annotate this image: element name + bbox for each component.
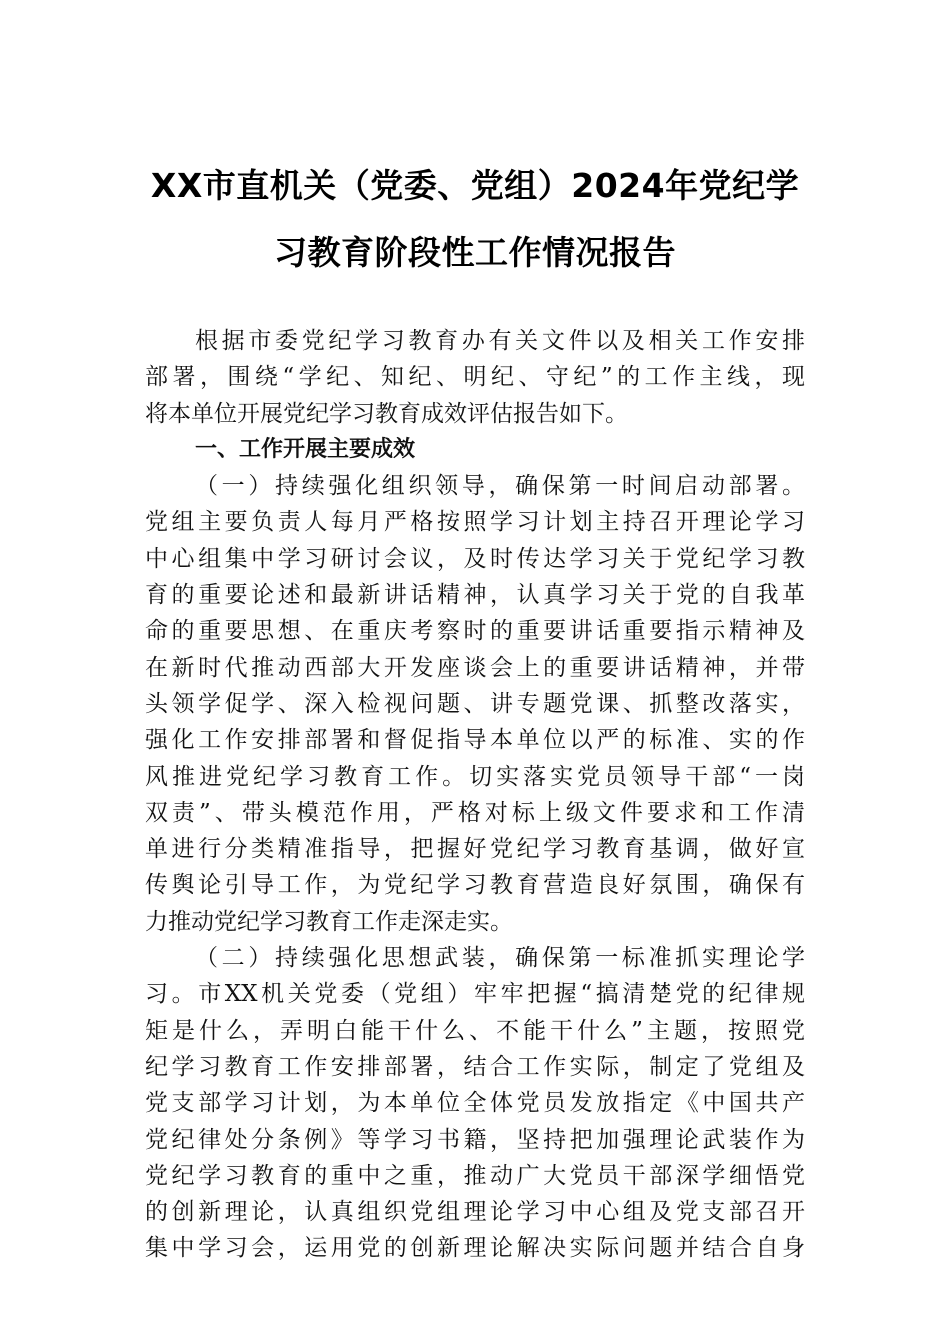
intro-line: 部署，围绕“学纪、知纪、明纪、守纪”的工作主线，现 bbox=[145, 364, 805, 391]
paragraph-line: 双责”、带头模范作用，严格对标上级文件要求和工作清 bbox=[145, 799, 805, 826]
intro-line: 根据市委党纪学习教育办有关文件以及相关工作安排 bbox=[195, 328, 805, 354]
paragraph-line: （二）持续强化思想武装，确保第一标准抓实理论学 bbox=[195, 945, 805, 972]
paragraph-line: 单进行分类精准指导，把握好党纪学习教育基调，做好宣 bbox=[145, 836, 805, 863]
paragraph-line: 党支部学习计划，为本单位全体党员发放指定《中国共产 bbox=[145, 1090, 805, 1117]
paragraph-line: 习。市XX机关党委（党组）牢牢把握“搞清楚党的纪律规 bbox=[145, 981, 805, 1008]
paragraph-line: 风推进党纪学习教育工作。切实落实党员领导干部“一岗 bbox=[145, 763, 805, 790]
paragraph-line: 矩是什么，弄明白能干什么、不能干什么”主题，按照党 bbox=[145, 1017, 805, 1044]
paragraph-line: 在新时代推动西部大开发座谈会上的重要讲话精神，并带 bbox=[145, 654, 805, 681]
paragraph-line: 育的重要论述和最新讲话精神，认真学习关于党的自我革 bbox=[145, 582, 805, 609]
paragraph-line: 党纪律处分条例》等学习书籍，坚持把加强理论武装作为 bbox=[145, 1126, 805, 1153]
paragraph-line: 传舆论引导工作，为党纪学习教育营造良好氛围，确保有 bbox=[145, 872, 805, 899]
paragraph-line: 集中学习会，运用党的创新理论解决实际问题并结合自身 bbox=[145, 1235, 805, 1262]
paragraph-line: 纪学习教育工作安排部署，结合工作实际，制定了党组及 bbox=[145, 1053, 805, 1080]
paragraph-line: 头领学促学、深入检视问题、讲专题党课、抓整改落实， bbox=[145, 690, 805, 717]
paragraph-line: 强化工作安排部署和督促指导本单位以严的标准、实的作 bbox=[145, 727, 805, 754]
paragraph-line: （一）持续强化组织领导，确保第一时间启动部署。 bbox=[195, 473, 805, 500]
document-body bbox=[145, 323, 805, 1267]
paragraph-line: 党纪学习教育的重中之重，推动广大党员干部深学细悟党 bbox=[145, 1162, 805, 1189]
document-title-line-2: 习教育阶段性工作情况报告 bbox=[274, 233, 676, 272]
paragraph-line: 命的重要思想、在重庆考察时的重要讲话重要指示精神及 bbox=[145, 618, 805, 645]
paragraph-line: 的创新理论，认真组织党组理论学习中心组及党支部召开 bbox=[145, 1199, 805, 1226]
paragraph-line: 力推动党纪学习教育工作走深走实。 bbox=[145, 908, 513, 935]
intro-line: 将本单位开展党纪学习教育成效评估报告如下。 bbox=[145, 400, 628, 427]
document-title-line-1: XX市直机关（党委、党组）2024年党纪学 bbox=[150, 166, 800, 205]
paragraph-line: 中心组集中学习研讨会议，及时传达学习关于党纪学习教 bbox=[145, 545, 805, 572]
section-heading: 一、工作开展主要成效 bbox=[195, 436, 416, 462]
paragraph-line: 党组主要负责人每月严格按照学习计划主持召开理论学习 bbox=[145, 509, 805, 536]
